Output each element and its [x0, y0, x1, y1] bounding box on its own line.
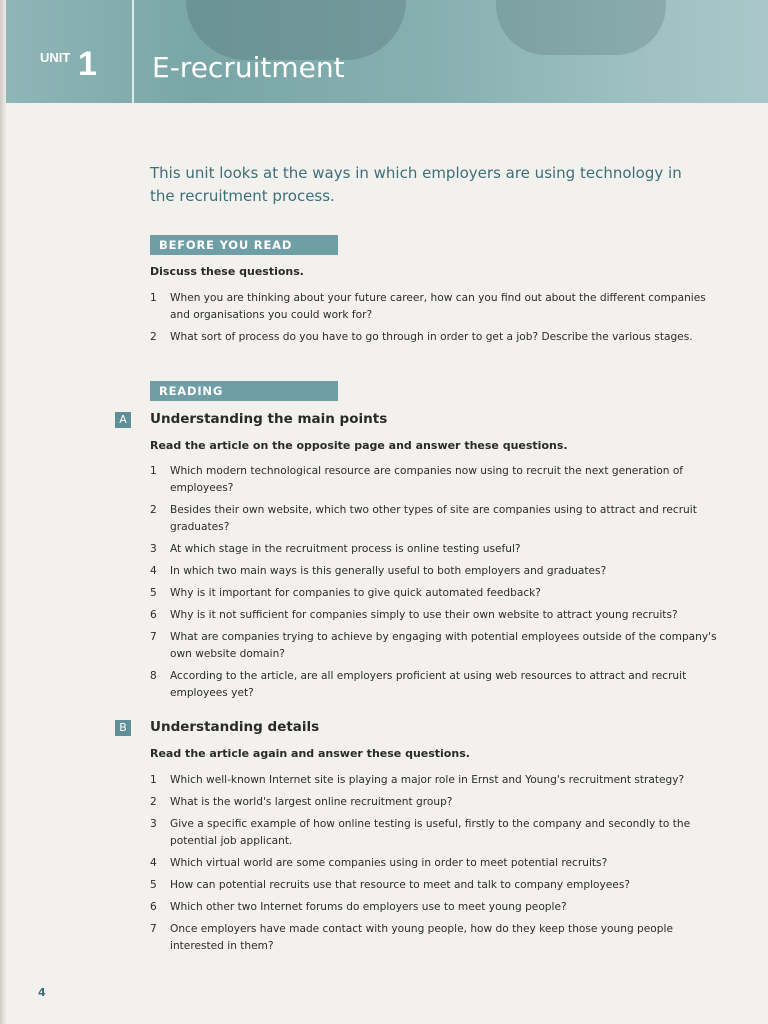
question-item [150, 563, 720, 580]
question-item [150, 899, 720, 916]
question-item [150, 329, 720, 346]
question-number: 2 [150, 796, 157, 808]
question-text: At which stage in the recruitment process is online testing useful? [170, 543, 521, 555]
question-text: Which virtual world are some companies using in order to meet potential recruits? [170, 857, 608, 869]
question-number: 3 [150, 818, 157, 830]
question-text: Besides their own website, which two other types of site are companies using to attract and recruit graduates? [170, 504, 697, 533]
question-item [150, 502, 720, 536]
question-item [150, 463, 720, 497]
question-item [150, 921, 720, 955]
question-text: Which well-known Internet site is playing a major role in Ernst and Young's recruitment strategy? [170, 774, 685, 786]
question-item [150, 855, 720, 872]
question-item [150, 668, 720, 702]
page-number: 4 [38, 986, 46, 999]
question-item [150, 607, 720, 624]
question-number: 1 [150, 774, 157, 786]
section-b-letter: B [115, 720, 131, 736]
section-a-heading: Understanding the main points [150, 411, 388, 427]
question-number: 4 [150, 565, 157, 577]
question-text: According to the article, are all employers proficient at using web resources to attract and recruit employees yet? [170, 670, 687, 699]
section-b-heading: Understanding details [150, 719, 320, 735]
question-text: What are companies trying to achieve by engaging with potential employees outside of the company's own website domain? [170, 631, 717, 660]
before-you-read-questions [150, 290, 720, 351]
question-item [150, 541, 720, 558]
question-number: 5 [150, 587, 157, 599]
question-item [150, 585, 720, 602]
question-item [150, 877, 720, 894]
unit-number: 1 [78, 45, 97, 83]
question-number: 7 [150, 631, 157, 643]
question-text: Which other two Internet forums do employers use to meet young people? [170, 901, 567, 913]
section-b-instruction: Read the article again and answer these questions. [150, 747, 470, 760]
question-item [150, 629, 720, 663]
question-text: What is the world's largest online recruitment group? [170, 796, 453, 808]
question-text: When you are thinking about your future career, how can you find out about the different companies and organisations you could work for? [170, 292, 706, 321]
question-number: 8 [150, 670, 157, 682]
question-text: Which modern technological resource are companies now using to recruit the next generation of employees? [170, 465, 684, 494]
question-number: 3 [150, 543, 157, 555]
question-text: What sort of process do you have to go through in order to get a job? Describe the various stages. [170, 331, 693, 343]
question-number: 7 [150, 923, 157, 935]
unit-label: UNIT [40, 50, 71, 65]
question-number: 5 [150, 879, 157, 891]
question-item [150, 772, 720, 789]
question-number: 2 [150, 504, 157, 516]
unit-intro: This unit looks at the ways in which employers are using technology in the recruitment process. [150, 164, 682, 205]
before-you-read-bar: BEFORE YOU READ [150, 235, 338, 255]
unit-banner [6, 0, 768, 103]
banner-divider [132, 0, 134, 103]
question-text: Once employers have made contact with young people, how do they keep those young people interested in them? [170, 923, 673, 952]
question-item [150, 794, 720, 811]
question-text: In which two main ways is this generally useful to both employers and graduates? [170, 565, 607, 577]
question-text: Why is it not sufficient for companies simply to use their own website to attract young recruits? [170, 609, 678, 621]
question-number: 4 [150, 857, 157, 869]
question-number: 1 [150, 292, 157, 304]
banner-photo-shade [496, 0, 666, 55]
section-b-questions [150, 772, 720, 960]
page-edge [0, 0, 6, 1024]
question-number: 6 [150, 609, 157, 621]
section-a-letter: A [115, 412, 131, 428]
question-number: 2 [150, 331, 157, 343]
question-text: Give a specific example of how online testing is useful, firstly to the company and secondly to the potential job applicant. [170, 818, 691, 847]
unit-title: E-recruitment [152, 51, 345, 84]
section-a-instruction: Read the article on the opposite page and answer these questions. [150, 439, 568, 452]
question-text: How can potential recruits use that resource to meet and talk to company employees? [170, 879, 630, 891]
question-item [150, 290, 720, 324]
question-text: Why is it important for companies to give quick automated feedback? [170, 587, 541, 599]
question-item [150, 816, 720, 850]
question-number: 6 [150, 901, 157, 913]
before-you-read-instruction: Discuss these questions. [150, 265, 304, 278]
reading-bar: READING [150, 381, 338, 401]
question-number: 1 [150, 465, 157, 477]
section-a-questions [150, 463, 720, 707]
